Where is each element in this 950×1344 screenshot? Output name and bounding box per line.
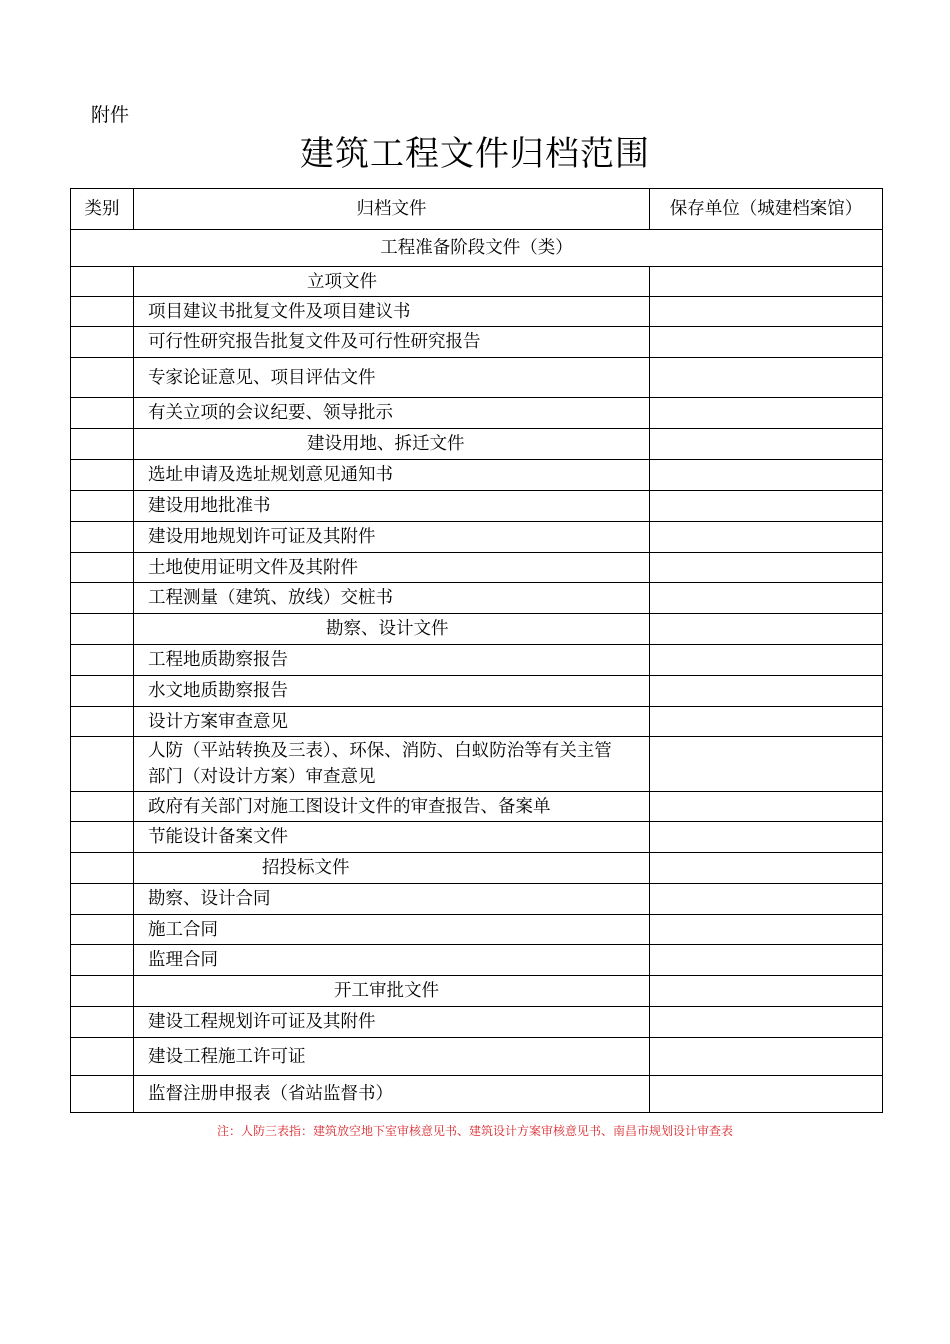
document-cell: 建设工程施工许可证 bbox=[134, 1038, 650, 1076]
keeper-cell bbox=[650, 297, 883, 327]
table-row bbox=[71, 460, 883, 491]
category-cell bbox=[71, 358, 134, 398]
keeper-cell bbox=[650, 645, 883, 676]
document-cell: 有关立项的会议纪要、领导批示 bbox=[134, 398, 650, 429]
section-row bbox=[71, 614, 883, 645]
table-row bbox=[71, 737, 883, 792]
keeper-cell bbox=[650, 327, 883, 358]
table-row bbox=[71, 553, 883, 583]
keeper-cell bbox=[650, 1007, 883, 1038]
table-row bbox=[71, 1007, 883, 1038]
table-row bbox=[71, 522, 883, 553]
page-title: 建筑工程文件归档范围 bbox=[300, 134, 650, 174]
keeper-cell bbox=[650, 792, 883, 822]
document-cell: 项目建议书批复文件及项目建议书 bbox=[134, 297, 650, 327]
category-cell bbox=[71, 853, 134, 884]
keeper-cell bbox=[650, 737, 883, 792]
document-cell: 人防（平站转换及三表）、环保、消防、白蚁防治等有关主管部门（对设计方案）审查意见 bbox=[134, 737, 650, 792]
section-row bbox=[71, 853, 883, 884]
keeper-cell bbox=[650, 976, 883, 1007]
keeper-cell bbox=[650, 707, 883, 737]
document-cell: 建设用地批准书 bbox=[134, 491, 650, 522]
category-cell bbox=[71, 707, 134, 737]
document-cell: 水文地质勘察报告 bbox=[134, 676, 650, 707]
keeper-cell bbox=[650, 429, 883, 460]
table-row bbox=[71, 583, 883, 614]
document-cell: 可行性研究报告批复文件及可行性研究报告 bbox=[134, 327, 650, 358]
keeper-cell bbox=[650, 676, 883, 707]
category-cell bbox=[71, 792, 134, 822]
keeper-cell bbox=[650, 267, 883, 297]
document-cell: 监理合同 bbox=[134, 945, 650, 976]
keeper-cell bbox=[650, 553, 883, 583]
document-cell: 勘察、设计合同 bbox=[134, 884, 650, 915]
category-cell bbox=[71, 297, 134, 327]
attachment-label: 附件 bbox=[91, 104, 130, 126]
table-row bbox=[71, 822, 883, 853]
category-cell bbox=[71, 460, 134, 491]
table-row bbox=[71, 915, 883, 945]
header-category: 类别 bbox=[71, 189, 134, 230]
document-cell: 设计方案审查意见 bbox=[134, 707, 650, 737]
document-cell: 施工合同 bbox=[134, 915, 650, 945]
keeper-cell bbox=[650, 398, 883, 429]
keeper-cell bbox=[650, 884, 883, 915]
keeper-cell bbox=[650, 1038, 883, 1076]
keeper-cell bbox=[650, 822, 883, 853]
document-cell: 建设用地规划许可证及其附件 bbox=[134, 522, 650, 553]
section-title: 勘察、设计文件 bbox=[134, 614, 650, 645]
keeper-cell bbox=[650, 1076, 883, 1113]
category-cell bbox=[71, 1007, 134, 1038]
section-row bbox=[71, 267, 883, 297]
category-cell bbox=[71, 614, 134, 645]
category-cell bbox=[71, 915, 134, 945]
section-row bbox=[71, 976, 883, 1007]
category-cell bbox=[71, 1038, 134, 1076]
keeper-cell bbox=[650, 522, 883, 553]
section-title: 招投标文件 bbox=[134, 853, 650, 884]
keeper-cell bbox=[650, 915, 883, 945]
document-cell: 节能设计备案文件 bbox=[134, 822, 650, 853]
table-row bbox=[71, 792, 883, 822]
category-cell bbox=[71, 491, 134, 522]
table-row bbox=[71, 884, 883, 915]
document-cell: 专家论证意见、项目评估文件 bbox=[134, 358, 650, 398]
category-cell bbox=[71, 583, 134, 614]
archive-scope-table bbox=[70, 188, 883, 1113]
category-cell bbox=[71, 429, 134, 460]
keeper-cell bbox=[650, 945, 883, 976]
document-cell: 工程地质勘察报告 bbox=[134, 645, 650, 676]
category-cell bbox=[71, 822, 134, 853]
document-cell: 监督注册申报表（省站监督书） bbox=[134, 1076, 650, 1113]
keeper-cell bbox=[650, 614, 883, 645]
category-cell bbox=[71, 398, 134, 429]
category-cell bbox=[71, 737, 134, 792]
document-cell: 工程测量（建筑、放线）交桩书 bbox=[134, 583, 650, 614]
document-cell: 选址申请及选址规划意见通知书 bbox=[134, 460, 650, 491]
keeper-cell bbox=[650, 853, 883, 884]
category-cell bbox=[71, 945, 134, 976]
table-row bbox=[71, 297, 883, 327]
section-title: 立项文件 bbox=[134, 267, 650, 297]
header-keeper: 保存单位（城建档案馆） bbox=[650, 189, 883, 230]
category-cell bbox=[71, 1076, 134, 1113]
category-cell bbox=[71, 884, 134, 915]
table-row bbox=[71, 707, 883, 737]
keeper-cell bbox=[650, 358, 883, 398]
header-document: 归档文件 bbox=[134, 189, 650, 230]
table-row bbox=[71, 491, 883, 522]
footnote: 注：人防三表指：建筑放空地下室审核意见书、建筑设计方案审核意见书、南昌市规划设计审查表 bbox=[216, 1124, 733, 1138]
category-cell bbox=[71, 267, 134, 297]
table-header-row bbox=[71, 189, 883, 230]
table-row bbox=[71, 676, 883, 707]
table-row bbox=[71, 945, 883, 976]
category-cell bbox=[71, 645, 134, 676]
section-row bbox=[71, 429, 883, 460]
document-cell: 土地使用证明文件及其附件 bbox=[134, 553, 650, 583]
stage-row bbox=[71, 230, 883, 267]
table-row bbox=[71, 1076, 883, 1113]
category-cell bbox=[71, 522, 134, 553]
stage-title: 工程准备阶段文件（类） bbox=[71, 230, 883, 267]
keeper-cell bbox=[650, 460, 883, 491]
category-cell bbox=[71, 327, 134, 358]
table-row bbox=[71, 358, 883, 398]
table-row bbox=[71, 327, 883, 358]
table-row bbox=[71, 645, 883, 676]
document-cell: 建设工程规划许可证及其附件 bbox=[134, 1007, 650, 1038]
table-row bbox=[71, 1038, 883, 1076]
keeper-cell bbox=[650, 491, 883, 522]
section-title: 建设用地、拆迁文件 bbox=[134, 429, 650, 460]
table-row bbox=[71, 398, 883, 429]
category-cell bbox=[71, 976, 134, 1007]
section-title: 开工审批文件 bbox=[134, 976, 650, 1007]
category-cell bbox=[71, 553, 134, 583]
category-cell bbox=[71, 676, 134, 707]
document-cell: 政府有关部门对施工图设计文件的审查报告、备案单 bbox=[134, 792, 650, 822]
keeper-cell bbox=[650, 583, 883, 614]
